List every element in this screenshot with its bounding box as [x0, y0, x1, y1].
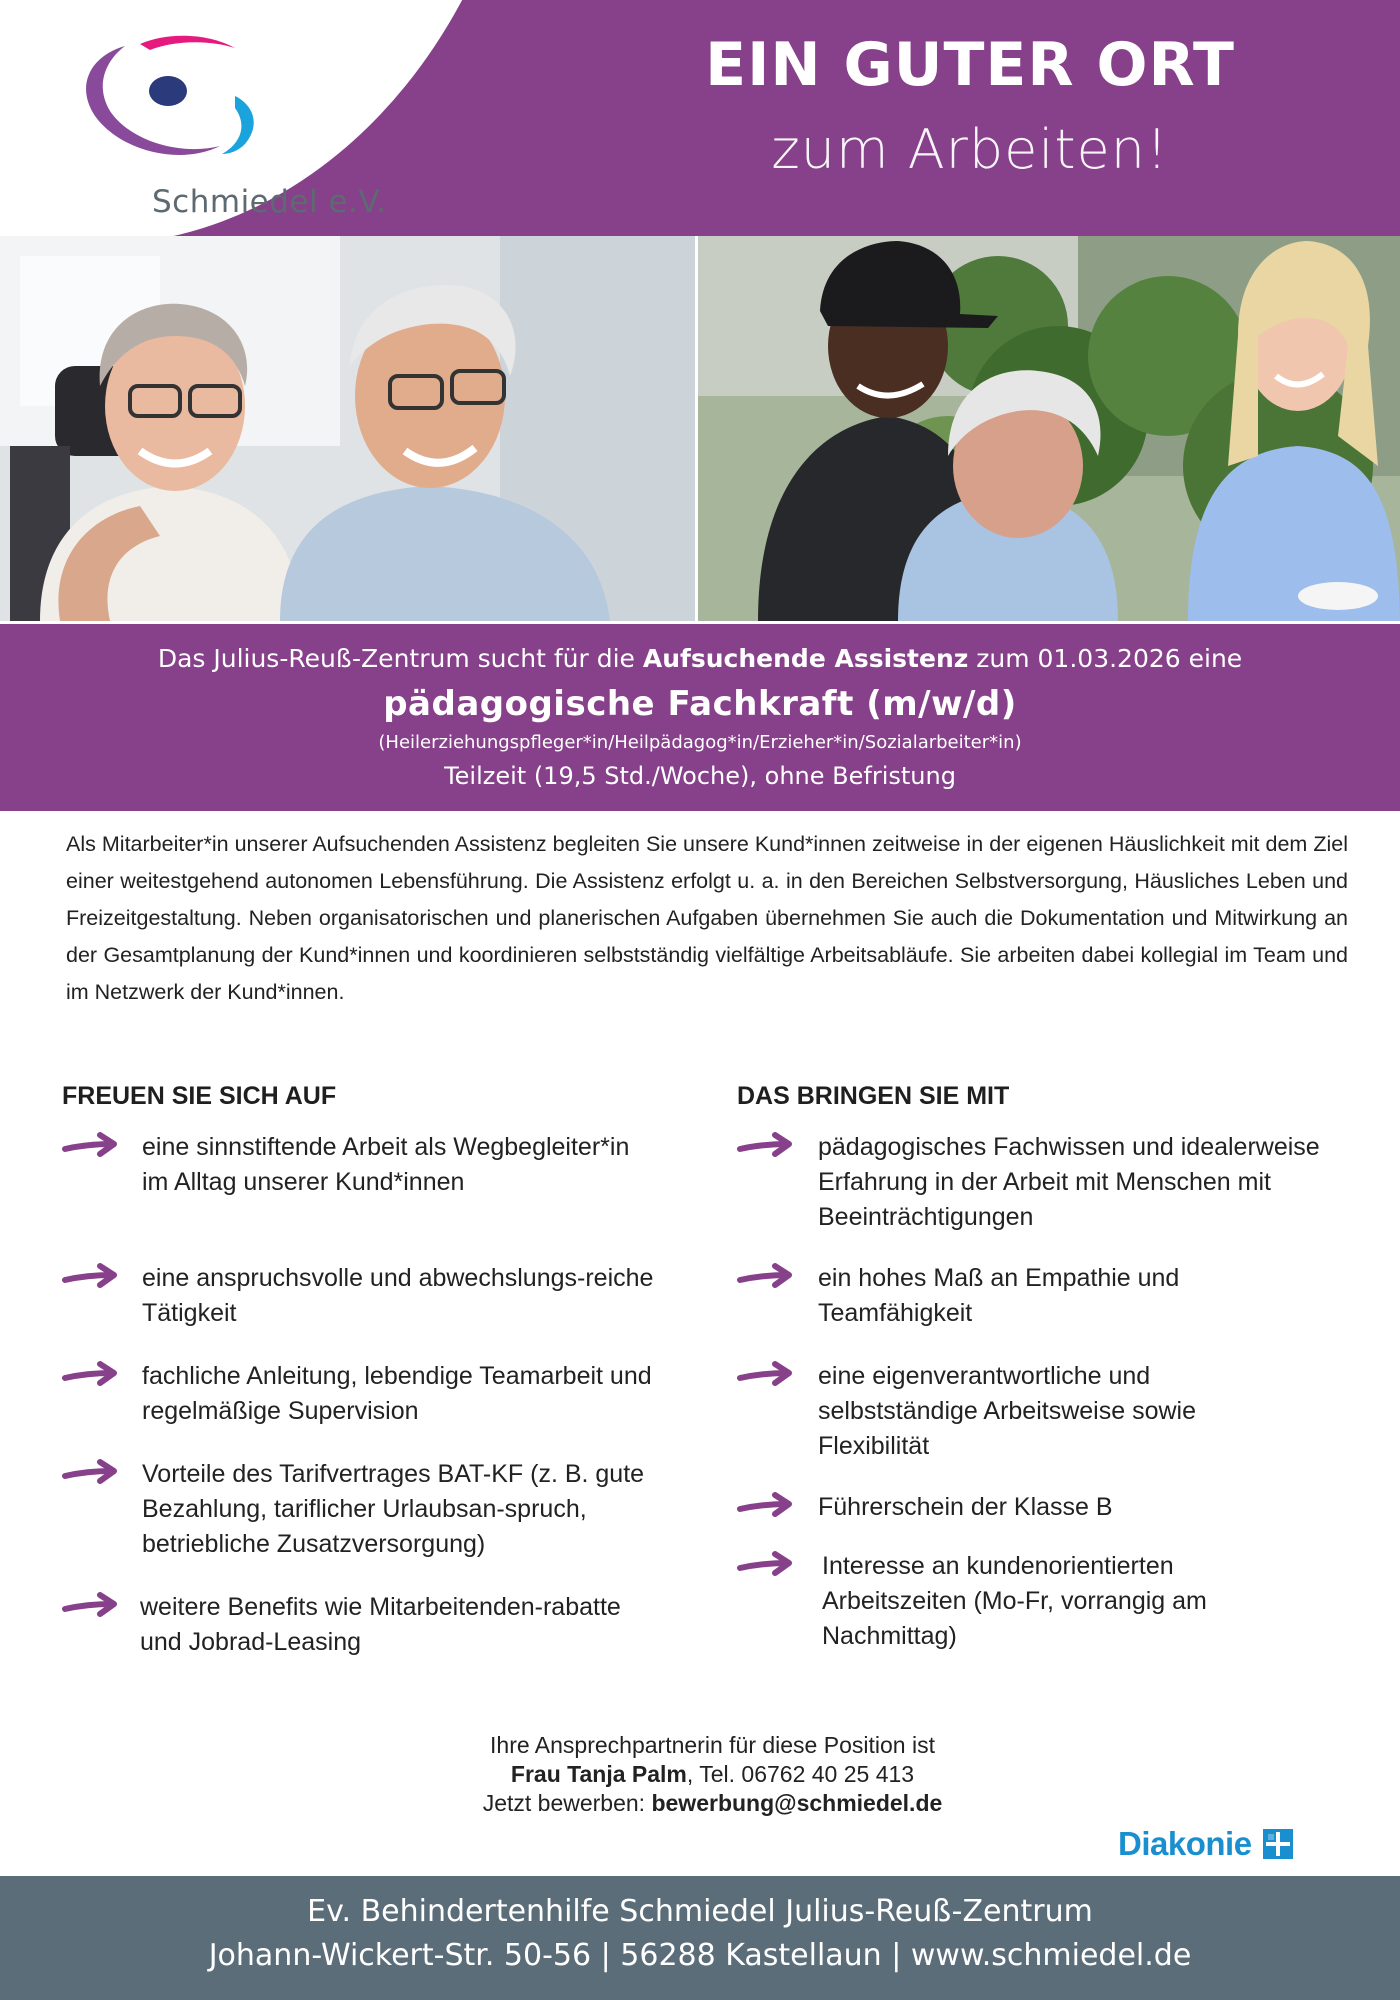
job-professions: (Heilerziehungspfleger*in/Heilpädagog*in/Erzieher*in/Sozialarbeiter*in)	[378, 732, 1022, 753]
diakonie-cross-icon	[1263, 1829, 1293, 1859]
arrow-right-icon	[62, 1132, 120, 1162]
requirement-text: Führerschein der Klasse B	[818, 1493, 1113, 1521]
diakonie-wordmark: Diakonie	[1118, 1825, 1252, 1862]
requirement-text: eine eigenverantwortliche und selbstständige Arbeitsweise sowie Flexibilität	[818, 1362, 1196, 1460]
requirement-text: ein hohes Maß an Empathie und Teamfähigkeit	[818, 1264, 1180, 1327]
benefit-text: eine anspruchsvolle und abwechslungs-reiche Tätigkeit	[142, 1264, 654, 1327]
logo-text: Schmiedel e.V.	[152, 184, 387, 220]
schmiedel-logo-icon	[70, 26, 290, 171]
arrow-right-icon	[62, 1592, 120, 1622]
footer-address[interactable]: Johann-Wickert-Str. 50-56 | 56288 Kastellaun | www.schmiedel.de	[208, 1938, 1192, 1973]
arrow-right-icon	[62, 1459, 120, 1489]
headline: EIN GUTER ORT	[705, 30, 1235, 100]
apply-email-link[interactable]: bewerbung@schmiedel.de	[651, 1790, 943, 1816]
benefits-heading: FREUEN SIE SICH AUF	[62, 1082, 337, 1110]
benefit-text: fachliche Anleitung, lebendige Teamarbeit und regelmäßige Supervision	[142, 1362, 652, 1425]
arrow-right-icon	[737, 1551, 795, 1581]
arrow-right-icon	[737, 1263, 795, 1293]
photo-two-seniors	[0, 236, 695, 621]
job-title: pädagogische Fachkraft (m/w/d)	[383, 684, 1017, 724]
requirements-heading: DAS BRINGEN SIE MIT	[737, 1082, 1010, 1110]
benefit-text: eine sinnstiftende Arbeit als Wegbegleiter*in im Alltag unserer Kund*innen	[142, 1133, 630, 1196]
job-intro-suffix: zum 01.03.2026 eine	[968, 644, 1243, 673]
contact-block	[300, 1731, 1125, 1818]
job-hours: Teilzeit (19,5 Std./Woche), ohne Befristung	[444, 762, 956, 790]
job-intro	[0, 644, 1400, 673]
schmiedel-logo	[60, 26, 400, 236]
benefit-text: weitere Benefits wie Mitarbeitenden-rabatte und Jobrad-Leasing	[140, 1593, 621, 1656]
requirement-text: Interesse an kundenorientierten Arbeitszeiten (Mo-Fr, vorrangig am Nachmittag)	[822, 1552, 1207, 1650]
arrow-right-icon	[62, 1263, 120, 1293]
subheadline: zum Arbeiten!	[771, 118, 1169, 181]
contact-phone: , Tel. 06762 40 25 413	[686, 1761, 915, 1787]
arrow-right-icon	[62, 1361, 120, 1391]
arrow-right-icon	[737, 1492, 795, 1522]
job-department: Aufsuchende Assistenz	[642, 644, 969, 673]
contact-name: Frau Tanja Palm	[510, 1761, 687, 1787]
benefit-text: Vorteile des Tarifvertrages BAT-KF (z. B. gute Bezahlung, tariflicher Urlaubsan-spruch, betriebliche Zusatzversorgung)	[142, 1460, 645, 1558]
job-description: Als Mitarbeiter*in unserer Aufsuchenden Assistenz begleiten Sie unsere Kund*innen zeitweise in der eigenen Häuslichkeit mit dem Ziel einer weitestgehend autonomen Lebensführung. Die Assistenz erfolgt u. a. in den Bereichen Selbstversorgung, Häusliches Leben und Freizeitgestaltung. Neben organisatorischen und planerischen Aufgaben übernehmen Sie auch die Dokumentation und Mitwirkung an der Gesamtplanung der Kund*innen und koordinieren selbstständig vielfältige Arbeitsabläufe. Sie arbeiten dabei kollegial im Team und im Netzwerk der Kund*innen.	[66, 832, 1348, 1004]
arrow-right-icon	[737, 1361, 795, 1391]
requirement-text: pädagogisches Fachwissen und idealerweise Erfahrung in der Arbeit mit Menschen mit Beeinträchtigungen	[818, 1133, 1320, 1231]
contact-person	[300, 1760, 1125, 1789]
contact-intro: Ihre Ansprechpartnerin für diese Position ist	[490, 1732, 935, 1758]
apply-label: Jetzt bewerben:	[482, 1790, 652, 1816]
job-summary-band	[0, 624, 1400, 811]
footer	[0, 1876, 1400, 2000]
job-intro-prefix: Das Julius-Reuß-Zentrum sucht für die	[157, 644, 643, 673]
footer-organization: Ev. Behindertenhilfe Schmiedel Julius-Reuß-Zentrum	[307, 1894, 1093, 1929]
arrow-right-icon	[737, 1132, 795, 1162]
apply-line	[300, 1789, 1125, 1818]
diakonie-logo	[1118, 1825, 1293, 1863]
photo-team-outdoors	[698, 236, 1400, 621]
